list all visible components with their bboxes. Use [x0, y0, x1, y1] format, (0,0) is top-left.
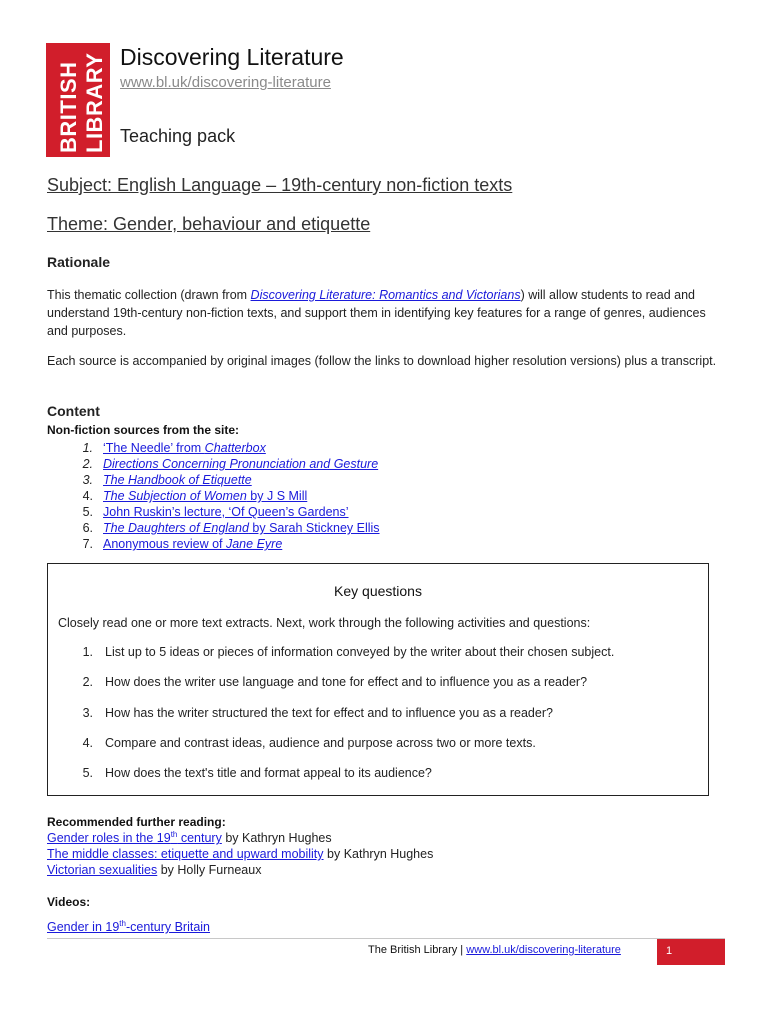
list-item — [47, 472, 380, 488]
list-item — [47, 520, 380, 536]
list-item — [47, 504, 380, 520]
source-link-needle[interactable]: ‘The Needle’ from Chatterbox — [103, 441, 266, 455]
subject-heading: Subject: English Language – 19th-century non-fiction texts — [47, 175, 513, 195]
footer-text: The British Library | www.bl.uk/discovering-literature — [368, 944, 621, 956]
logo-text-british: BRITISH — [56, 61, 81, 153]
page-number-badge — [657, 939, 725, 965]
rationale-text-before: This thematic collection (drawn from — [47, 288, 251, 302]
rationale-paragraph-2: Each source is accompanied by original images (follow the links to download higher resolution versions) plus a transcript. — [47, 354, 717, 368]
key-questions-list — [58, 645, 614, 796]
victorian-sexualities-link[interactable]: Victorian sexualities — [47, 863, 158, 877]
further-reading-heading: Recommended further reading: — [47, 815, 226, 829]
gender-roles-link[interactable]: Gender roles in the 19th century — [47, 830, 222, 846]
videos-heading: Videos: — [47, 895, 91, 909]
key-questions-heading: Key questions — [334, 583, 422, 599]
content-heading: Content — [47, 403, 100, 419]
list-item — [47, 536, 380, 552]
footer-url-link[interactable]: www.bl.uk/discovering-literature — [466, 944, 621, 956]
video-item-1 — [47, 919, 210, 934]
theme-heading: Theme: Gender, behaviour and etiquette — [47, 214, 371, 234]
list-number: 3. — [82, 473, 93, 487]
rationale-text-after: ) will allow students to read and understand 19th-century non-fiction texts, and support them in identifying key features for a range of genres, audiences and purposes. — [47, 288, 706, 338]
list-item: 4. Compare and contrast ideas, audience and purpose across two or more texts. — [82, 735, 536, 750]
list-number: 7. — [82, 537, 93, 551]
source-link-ruskin[interactable]: John Ruskin’s lecture, ‘Of Queen’s Gardens’ — [103, 505, 349, 519]
list-number: 4. — [82, 489, 93, 503]
further-reading-item-2: The middle classes: etiquette and upward mobility by Kathryn Hughes — [47, 847, 434, 861]
page-number: 1 — [666, 945, 673, 957]
list-item — [47, 488, 380, 504]
header-title: Discovering Literature — [120, 44, 344, 70]
gender-video-link[interactable]: Gender in 19th-century Britain — [47, 919, 211, 935]
list-item: 2. How does the writer use language and tone for effect and to influence you as a reader? — [82, 675, 588, 690]
romantics-victorians-link[interactable]: Discovering Literature: Romantics and Victorians — [250, 288, 521, 302]
list-number: 2. — [82, 457, 93, 471]
source-link-subjection[interactable]: The Subjection of Women by J S Mill — [103, 489, 308, 503]
list-item — [47, 456, 380, 472]
rationale-heading: Rationale — [47, 254, 111, 270]
key-questions-box — [47, 563, 709, 796]
source-link-daughters[interactable]: The Daughters of England by Sarah Stickney Ellis — [103, 521, 380, 535]
middle-classes-link[interactable]: The middle classes: etiquette and upward mobility — [47, 847, 324, 861]
logo-wordmark — [46, 43, 110, 157]
key-questions-intro: Closely read one or more text extracts. Next, work through the following activities and questions: — [58, 616, 591, 630]
source-link-etiquette[interactable]: The Handbook of Etiquette — [103, 473, 252, 487]
list-number: 5. — [82, 505, 93, 519]
further-reading-item-1: Gender roles in the 19th century by Kathryn Hughes — [47, 830, 332, 846]
further-reading-item-3: Victorian sexualities by Holly Furneaux — [47, 863, 262, 877]
list-item: 3. How has the writer structured the text for effect and to influence you as a reader? — [82, 705, 553, 720]
list-item: 5. How does the text's title and format appeal to its audience? — [82, 766, 432, 781]
logo-text-library: LIBRARY — [82, 52, 107, 153]
list-number: 1. — [82, 441, 93, 455]
list-item: 1. List up to 5 ideas or pieces of information conveyed by the writer about their chosen subject. — [82, 645, 615, 659]
teaching-pack-label: Teaching pack — [120, 126, 236, 146]
list-item — [47, 440, 380, 456]
source-list — [47, 440, 380, 552]
rationale-paragraph-1 — [47, 286, 722, 340]
source-link-pronunciation[interactable]: Directions Concerning Pronunciation and Gesture — [103, 457, 379, 471]
source-link-jane-eyre[interactable]: Anonymous review of Jane Eyre — [103, 537, 283, 551]
british-library-logo — [46, 43, 110, 157]
sources-subheading: Non-fiction sources from the site: — [47, 423, 240, 437]
header-url-link[interactable]: www.bl.uk/discovering-literature — [120, 74, 331, 91]
list-number: 6. — [82, 521, 93, 535]
footer-divider — [47, 938, 725, 939]
